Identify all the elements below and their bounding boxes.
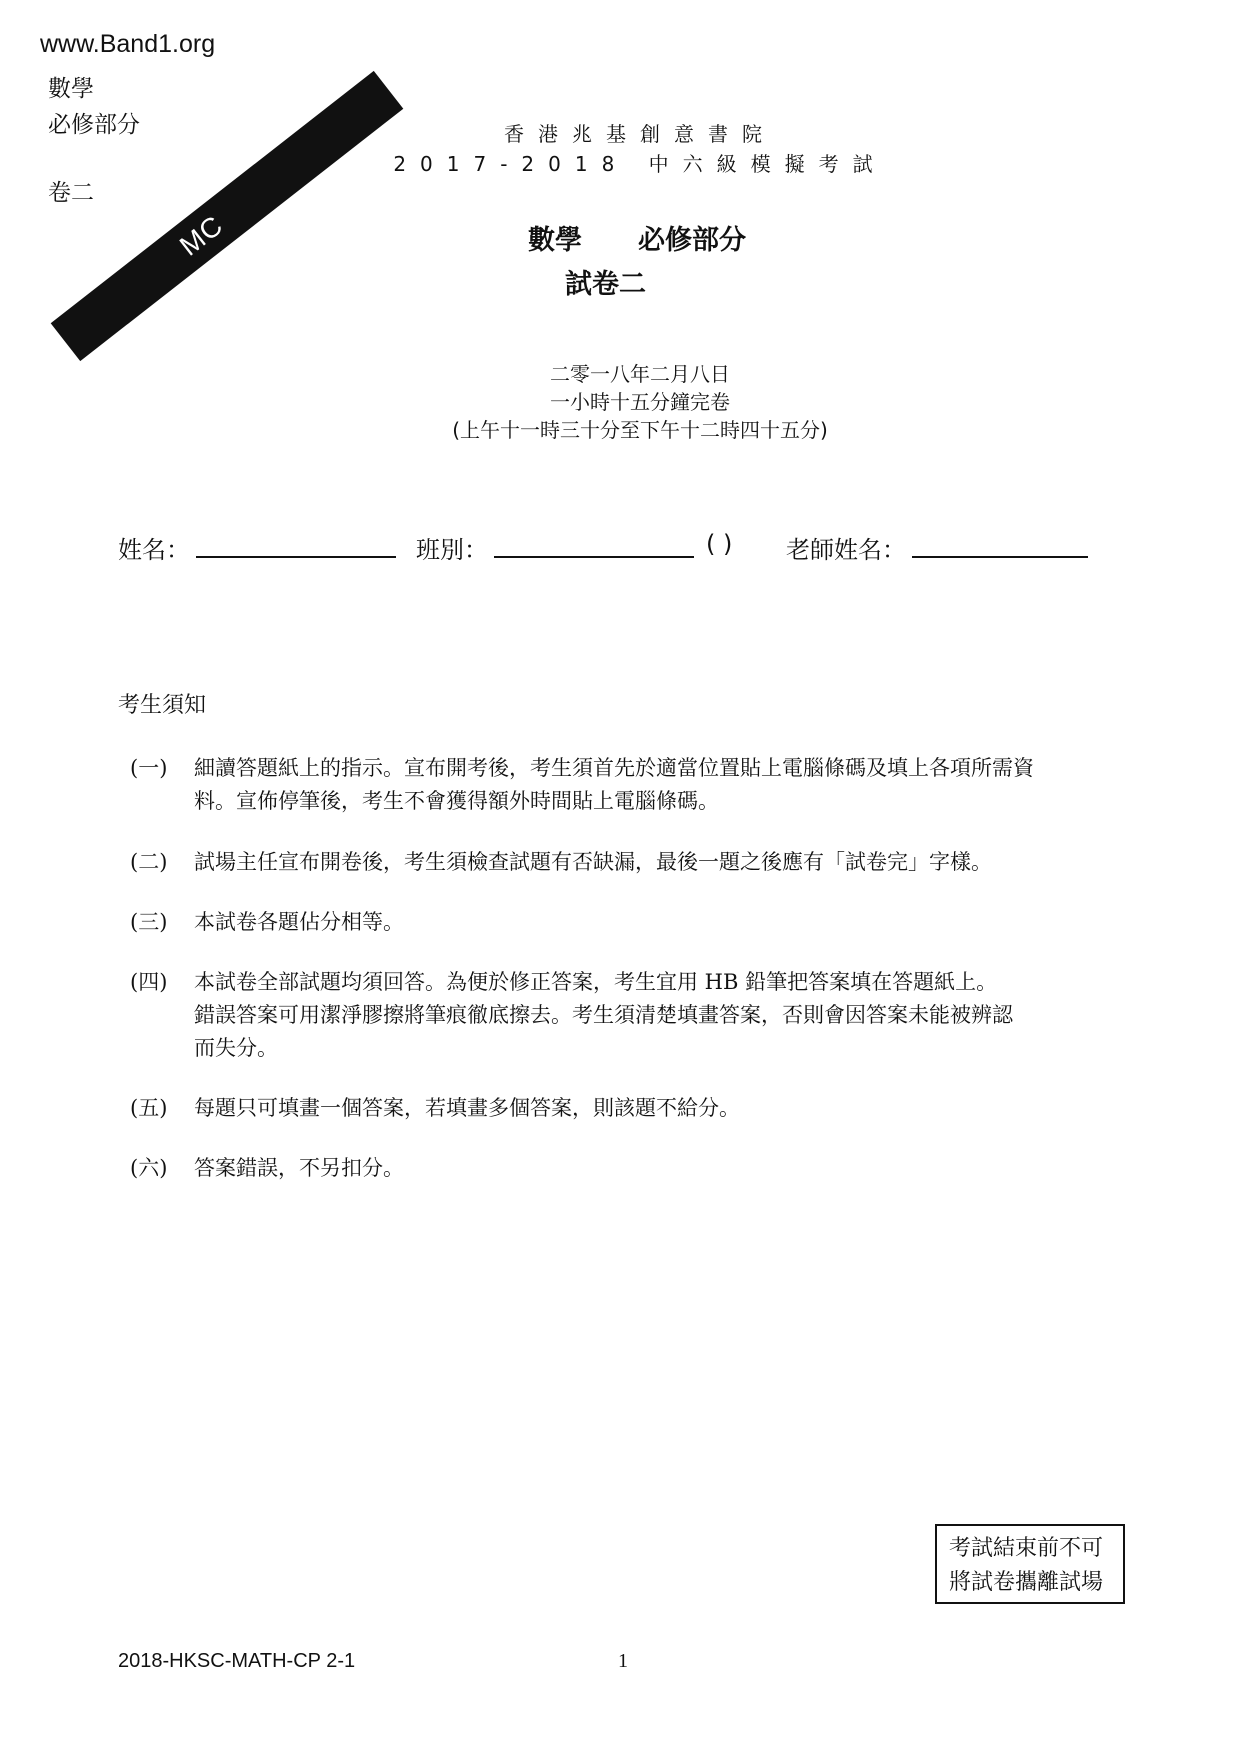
item-number: (四) [130,970,168,994]
instructions-title: 考生須知 [118,693,207,718]
name-field[interactable] [196,530,396,558]
class-field[interactable] [494,530,694,558]
item-text: 而失分。 [194,1036,278,1060]
item-text: 細讀答題紙上的指示。宣布開考後，考生須首先於適當位置貼上電腦條碼及填上各項所需資 [194,756,1034,780]
paper-title: 試卷二 [565,269,646,300]
exam-title: 2017-2018 中六級模擬考試 [393,152,887,176]
item-number: (六) [130,1156,168,1180]
item-text: 錯誤答案可用潔淨膠擦將筆痕徹底擦去。考生須清楚填畫答案，否則會因答案未能被辨認 [194,1003,1013,1027]
item-text: 本試卷全部試題均須回答。為便於修正答案，考生宜用 HB 鉛筆把答案填在答題紙上。 [194,970,998,994]
school-name: 香港兆基創意書院 [504,122,776,146]
subject-title: 數學 [528,225,582,256]
item-number: (一) [130,756,168,780]
item-text: 答案錯誤，不另扣分。 [194,1156,404,1180]
notice-box [935,1524,1125,1604]
instruction-item [130,1092,1130,1125]
instruction-item [130,966,1130,1065]
exam-time: (上午十一時三十分至下午十二時四十五分) [452,418,828,442]
notice-line: 將試卷攜離試場 [949,1570,1104,1595]
notice-line: 考試結束前不可 [949,1536,1104,1561]
page-number: 1 [618,1650,628,1672]
item-number: (三) [130,910,168,934]
watermark-url: www.Band1.org [40,30,216,58]
exam-date: 二零一八年二月八日 [550,362,730,386]
item-text: 每題只可填畫一個答案，若填畫多個答案，則該題不給分。 [194,1096,740,1120]
item-number: (五) [130,1096,168,1120]
name-label: 姓名： [118,536,190,564]
corner-part: 必修部分 [48,112,140,138]
item-text: 試場主任宣布開卷後，考生須檢查試題有否缺漏，最後一題之後應有「試卷完」字樣。 [194,850,992,874]
item-number: (二) [130,850,168,874]
corner-subject: 數學 [48,76,94,102]
instruction-item [130,1152,1130,1185]
instruction-item [130,906,1130,939]
item-text: 料。宣佈停筆後，考生不會獲得額外時間貼上電腦條碼。 [194,789,719,813]
class-number-brackets[interactable]: ( ) [706,530,733,558]
teacher-label: 老師姓名： [786,536,906,564]
footer-code: 2018-HKSC-MATH-CP 2-1 [118,1650,356,1672]
mc-label: MC [173,209,229,262]
instruction-item [130,846,1130,879]
class-label: 班別： [416,536,488,564]
teacher-field[interactable] [912,530,1088,558]
subject-part: 必修部分 [638,225,746,256]
exam-duration: 一小時十五分鐘完卷 [550,390,730,414]
instruction-item [130,752,1130,818]
corner-paper: 卷二 [48,180,94,206]
item-text: 本試卷各題佔分相等。 [194,910,404,934]
